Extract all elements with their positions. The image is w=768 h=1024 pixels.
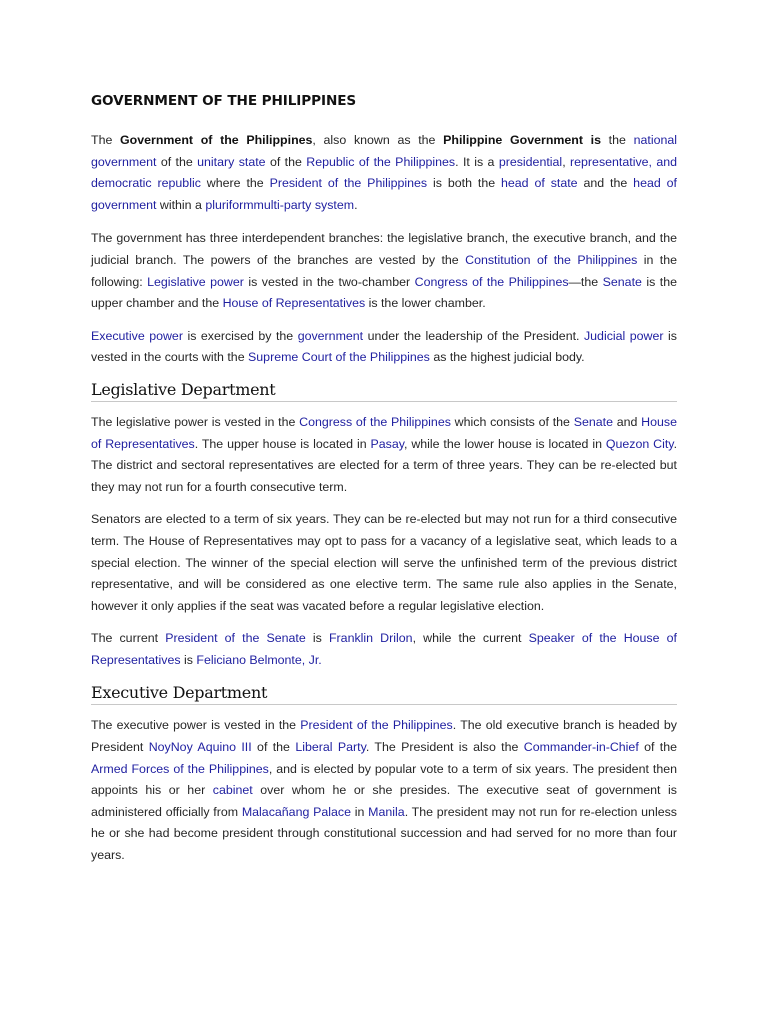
link-commander-in-chief[interactable]: Commander-in-Chief	[523, 740, 639, 755]
legislative-paragraph-2: Senators are elected to a term of six years. They can be re-elected but may not run for a third consecutive term. The House of Representatives may opt to pass for a vacancy of a legislative seat, which leads to a special election. The winner of the special election will serve the unfinished term of the previous district representative, and will be considered as one elective term. The same rule also applies in the Senate, however it only applies if the seat was vacated before a regular legislative election.	[91, 512, 677, 613]
link-franklin-drilon[interactable]: Franklin Drilon	[328, 631, 413, 646]
link-speaker-of-house[interactable]: Speaker of the House of Representatives	[91, 631, 677, 667]
link-senate-2[interactable]: Senate	[573, 414, 613, 429]
link-president-philippines-2[interactable]: President of the Philippines	[300, 718, 453, 733]
link-house-of-representatives[interactable]: House of Representatives	[222, 296, 366, 311]
link-feliciano-belmonte[interactable]: Feliciano Belmonte, Jr.	[196, 652, 322, 667]
executive-intro-paragraph: Executive power is exercised by the government under the leadership of the President. Judicial power is vested in the courts with the Supreme Court of the Philippines as the highest judicial body.	[91, 328, 677, 365]
link-supreme-court[interactable]: Supreme Court of the Philippines	[248, 350, 430, 365]
link-legislative-power[interactable]: Legislative power	[147, 274, 244, 289]
link-multi-party-system[interactable]: pluriformmulti-party system	[205, 197, 355, 212]
link-head-of-government[interactable]: head of government	[91, 176, 677, 212]
link-manila[interactable]: Manila	[368, 804, 405, 819]
legislative-heading: Legislative Department	[91, 380, 677, 402]
link-noynoy-aquino[interactable]: NoyNoy Aquino III	[148, 740, 252, 755]
link-cabinet[interactable]: cabinet	[212, 783, 253, 798]
link-house-of-representatives-2[interactable]: House of Representatives	[91, 414, 677, 451]
link-president-of-senate[interactable]: President of the Senate	[165, 631, 306, 646]
document-body	[91, 93, 677, 879]
link-presidential[interactable]: presidential	[498, 154, 563, 169]
legislative-paragraph-3: The current President of the Senate is Franklin Drilon, while the current Speaker of the House of Representatives is Feliciano Belmonte, Jr.	[91, 631, 677, 667]
intro-paragraph: The Government of the Philippines, also known as the Philippine Government is the national government of the unitary state of the Republic of the Philippines. It is a presidential, representative, and democratic republic where the President of the Philippines is both the head of state and the head of government within a pluriformmulti-party system.	[91, 133, 678, 212]
link-congress-2[interactable]: Congress of the Philippines	[299, 414, 451, 429]
link-head-of-state[interactable]: head of state	[501, 176, 578, 191]
link-pasay[interactable]: Pasay	[370, 436, 404, 451]
link-senate[interactable]: Senate	[602, 274, 642, 289]
link-unitary-state[interactable]: unitary state	[197, 154, 266, 169]
page-title: GOVERNMENT OF THE PHILIPPINES	[91, 93, 357, 109]
legislative-paragraph-1: The legislative power is vested in the Congress of the Philippines which consists of the Senate and House of Representatives. The upper house is located in Pasay, while the lower house is located in Quezon City. The district and sectoral representatives are elected for a term of three years. They can be re-elected but they may not run for a fourth consecutive term.	[91, 414, 678, 494]
link-republic-philippines[interactable]: Republic of the Philippines	[306, 154, 456, 169]
link-congress[interactable]: Congress of the Philippines	[414, 274, 569, 289]
link-judicial-power[interactable]: Judicial power	[583, 328, 664, 343]
link-representative-democratic-republic[interactable]: representative, and democratic republic	[91, 154, 678, 191]
link-constitution[interactable]: Constitution of the Philippines	[465, 252, 638, 267]
link-liberal-party[interactable]: Liberal Party	[295, 740, 366, 755]
link-president-philippines[interactable]: President of the Philippines	[269, 176, 428, 191]
branches-paragraph: The government has three interdependent branches: the legislative branch, the executive branch, and the judicial branch. The powers of the branches are vested by the Constitution of the Philippines in the following: Legislative power is vested in the two-chamber Congress of the Philippines—the Senate is the upper chamber and the House of Representatives is the lower chamber.	[91, 231, 678, 311]
executive-paragraph-1: The executive power is vested in the President of the Philippines. The old executive branch is headed by President NoyNoy Aquino III of the Liberal Party. The President is also the Commander-in-Chief of the Armed Forces of the Philippines, and is elected by popular vote to a term of six years. The president then appoints his or her cabinet over whom he or she presides. The executive seat of government is administered officially from Malacañang Palace in Manila. The president may not run for re-election unless he or she had become president through constitutional succession and had served for no more than four years.	[91, 718, 678, 863]
link-malacanang-palace[interactable]: Malacañang Palace	[241, 804, 351, 819]
link-government[interactable]: government	[297, 328, 364, 343]
link-executive-power[interactable]: Executive power	[91, 328, 183, 343]
executive-heading: Executive Department	[91, 683, 677, 705]
link-armed-forces[interactable]: Armed Forces of the Philippines	[91, 761, 269, 776]
link-national-government[interactable]: national government	[91, 133, 677, 169]
link-quezon-city[interactable]: Quezon City	[605, 436, 674, 451]
